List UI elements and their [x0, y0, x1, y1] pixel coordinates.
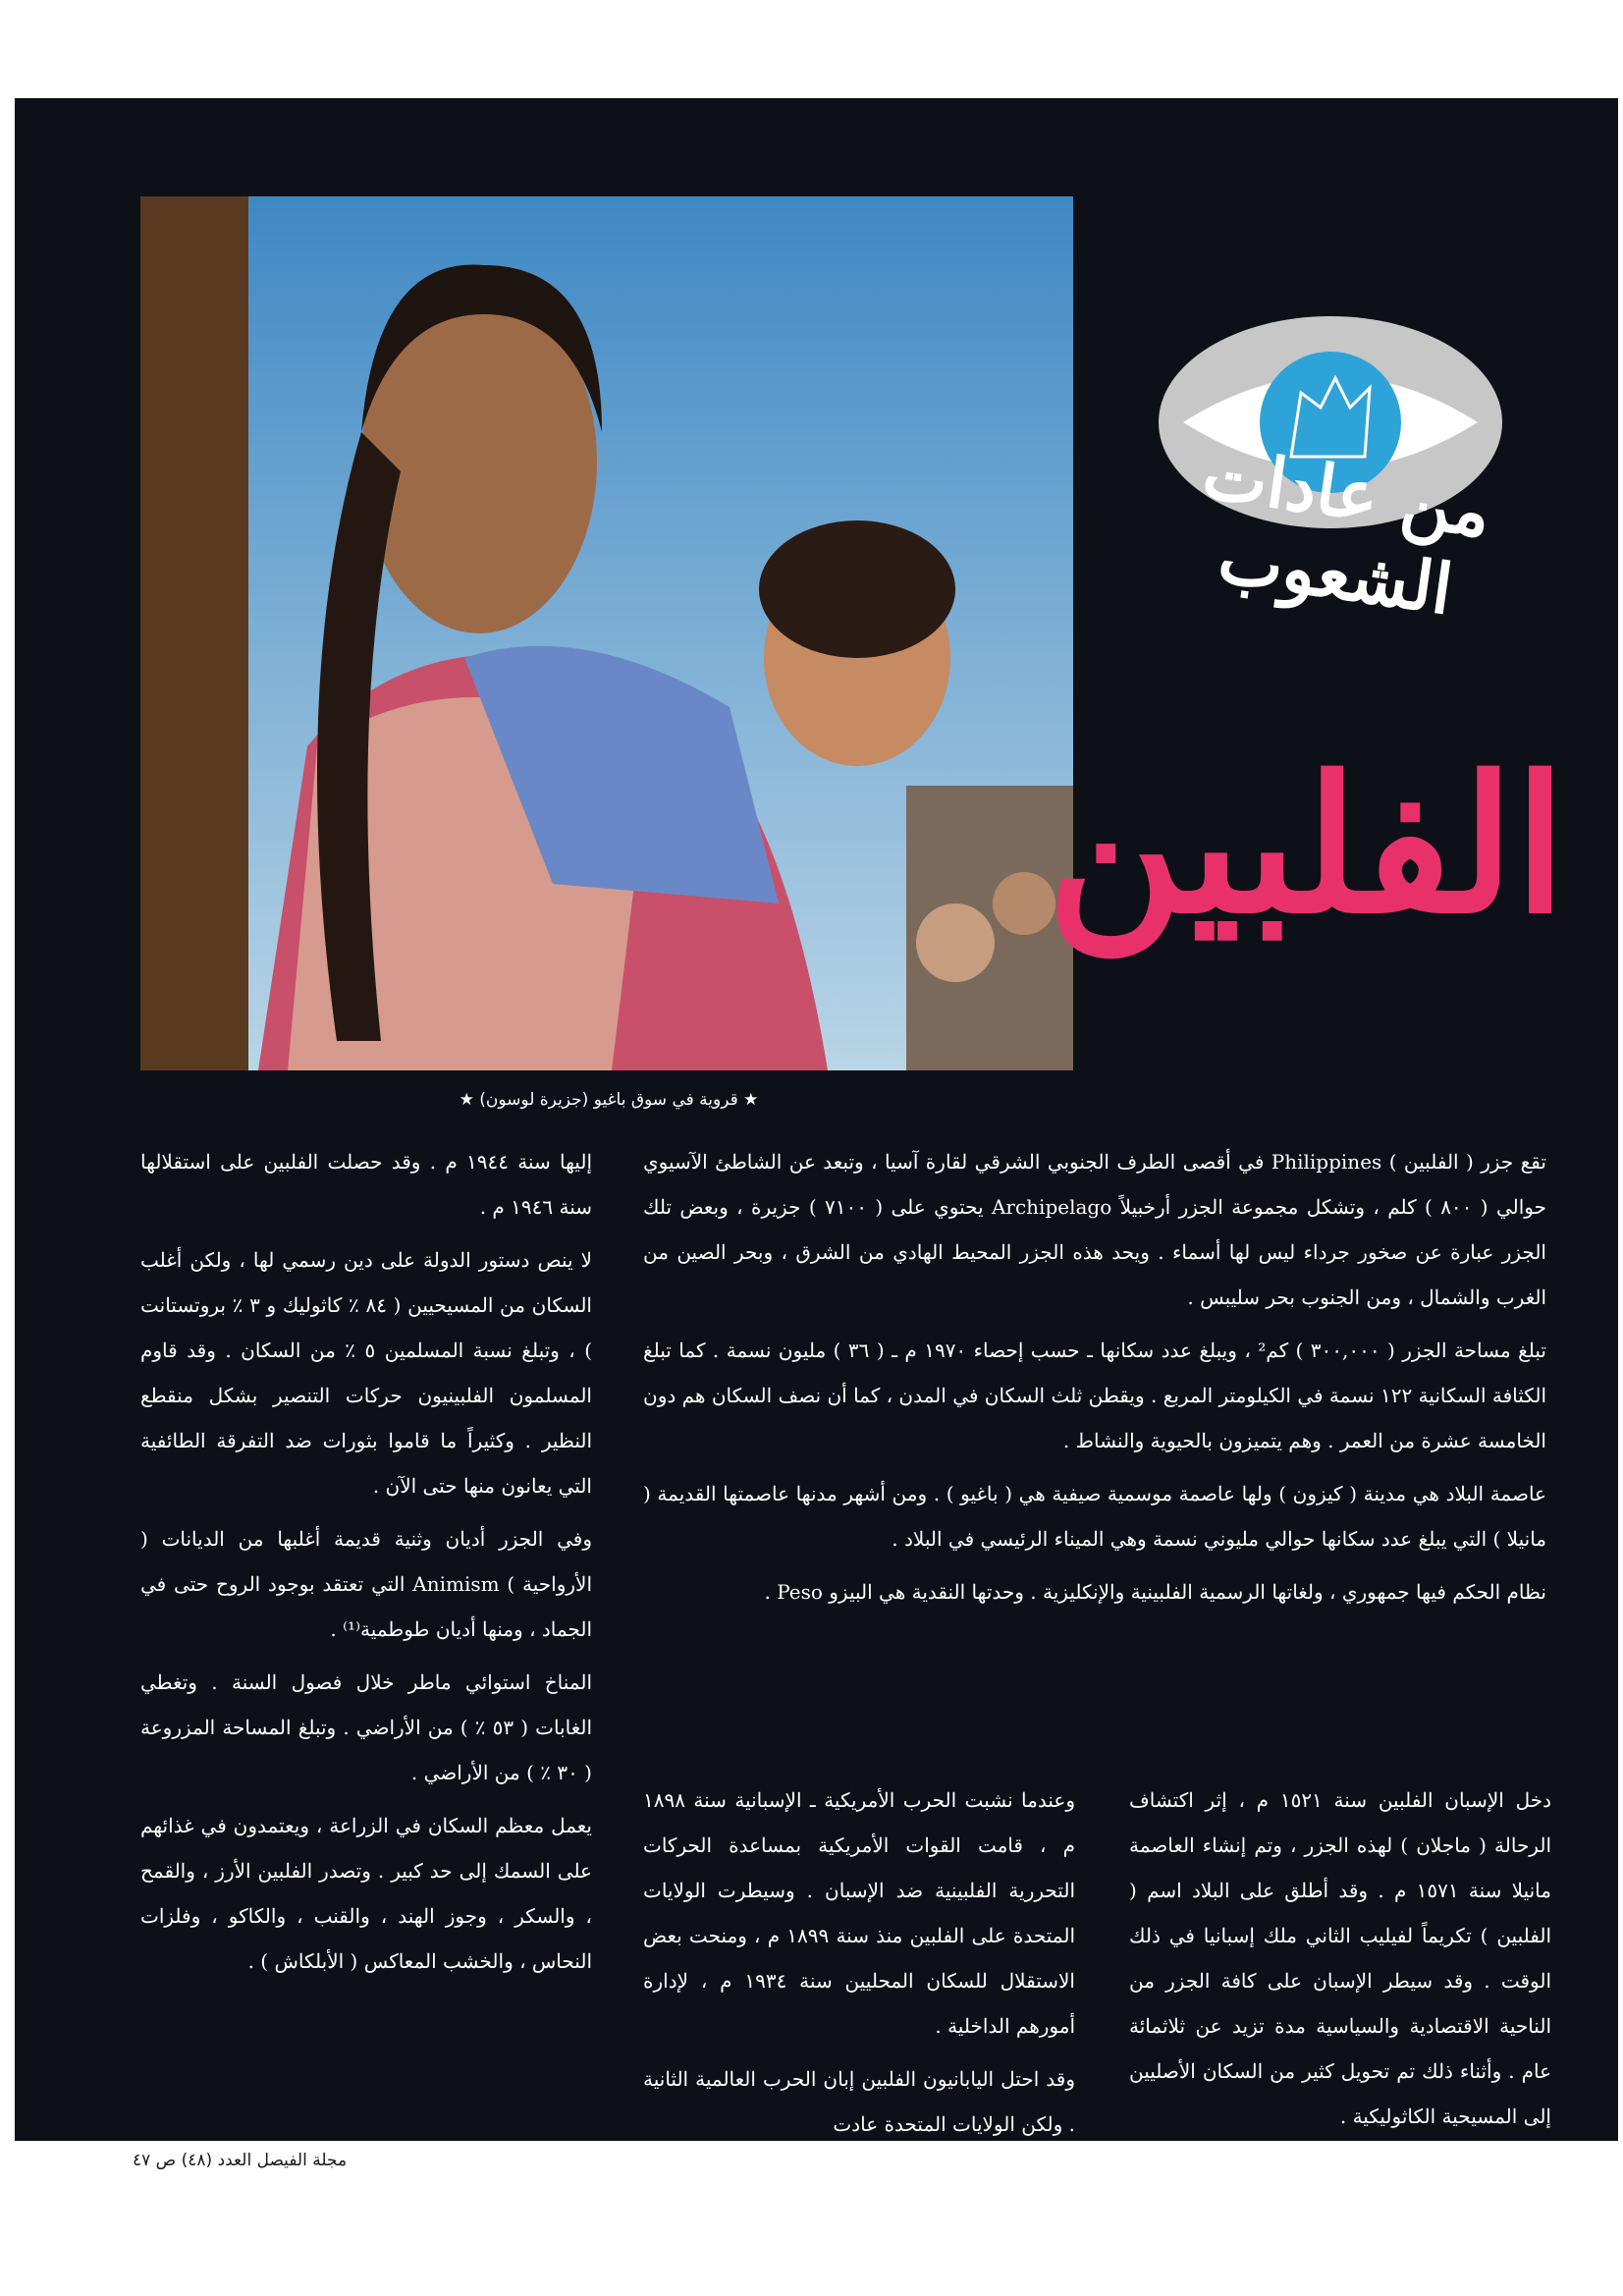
bottom-right-column	[1129, 1777, 1551, 2147]
bottom-right-paragraph: دخل الإسبان الفلبين سنة ١٥٢١ م ، إثر اكتشاف الرحالة ( ماجلان ) لهذه الجزر ، وتم إنشاء العاصمة مانيلا سنة ١٥٧١ م . وقد أطلق على البلاد اسم ( الفلبين ) تكريماً لفيليب الثاني ملك إسبانيا في ذلك الوقت . وقد سيطر الإسبان على كافة الجزر من الناحية الاقتصادية والسياسية مدة تزيد عن ثلاثمائة عام . وأثناء ذلك تم تحويل كثير من السكان الأصليين إلى المسيحية الكاثوليكية .	[1129, 1788, 1551, 2128]
photo-caption: ★ قروية في سوق باغيو (جزيرة لوسون) ★	[459, 1090, 759, 1110]
series-title: من عادات الشعوب	[1198, 432, 1496, 630]
village-woman-photo	[140, 196, 1073, 1070]
left-paragraph: يعمل معظم السكان في الزراعة ، ويعتمدون في غذائهم على السمك إلى حد كبير . وتصدر الفلبين الأرز ، والقمح ، والسكر ، وجوز الهند ، والقنب ، والكاكو ، وفلزات النحاس ، والخشب المعاكس ( الأبلكاش ) .	[140, 1814, 592, 1973]
bottom-mid-paragraph: وقد احتل اليابانيون الفلبين إبان الحرب العالمية الثانية . ولكن الولايات المتحدة عادت	[643, 2067, 1075, 2136]
bottom-mid-column	[643, 1777, 1075, 2155]
page-folio: مجلة الفيصل العدد (٤٨) ص ٤٧	[133, 2151, 348, 2170]
left-paragraph: المناخ استوائي ماطر خلال فصول السنة . وتغطي الغابات ( ٥٣ ٪ ) من الأراضي . وتبلغ المساحة المزروعة ( ٣٠ ٪ ) من الأراضي .	[140, 1670, 593, 1784]
intro-paragraph: تقع جزر ( الفلبين ) Philippines في أقصى الطرف الجنوبي الشرقي لقارة آسيا ، وتبعد عن الشاطئ الآسيوي حوالي ( ٨٠٠ ) كلم ، وتشكل مجموعة الجزر أرخبيلاً Archipelago يحتوي على ( ٧١٠٠ ) جزيرة ، وبعض تلك الجزر عبارة عن صخور جرداء ليس لها أسماء . ويحد هذه الجزر المحيط الهادي من الشرق ، وبحر الصين من الغرب والشمال ، ومن الجنوب بحر سليبس .	[643, 1150, 1546, 1309]
article-title: الفلبين	[1047, 736, 1566, 955]
magazine-page	[15, 98, 1618, 2141]
intro-paragraph: تبلغ مساحة الجزر ( ٣٠٠,٠٠٠ ) كم² ، ويبلغ عدد سكانها ـ حسب إحصاء ١٩٧٠ م ـ ( ٣٦ ) مليون نسمة . كما تبلغ الكثافة السكانية ١٢٢ نسمة في الكيلومتر المربع . ويقطن ثلث السكان في المدن ، كما أن نصف السكان هم دون الخامسة عشرة من العمر . وهم يتميزون بالحيوية والنشاط .	[643, 1339, 1546, 1452]
left-paragraph: وفي الجزر أديان وثنية قديمة أغلبها من الديانات ( الأرواحية ) Animism التي تعتقد بوجود الروح حتى في الجماد ، ومنها أديان طوطمية⁽¹⁾ .	[140, 1527, 592, 1641]
left-column	[140, 1139, 592, 1992]
left-paragraph: لا ينص دستور الدولة على دين رسمي لها ، ولكن أغلب السكان من المسيحيين ( ٨٤ ٪ كاثوليك و ٣ ٪ بروتستانت ) ، وتبلغ نسبة المسلمين ٥ ٪ من السكان . وقد قاوم المسلمون الفلبينيون حركات التنصير بشكل منقطع النظير . وكثيراً ما قاموا بثورات ضد التفرقة الطائفية التي يعانون منها حتى الآن .	[140, 1248, 592, 1498]
left-paragraph: إليها سنة ١٩٤٤ م . وقد حصلت الفلبين على استقلالها سنة ١٩٤٦ م .	[140, 1150, 592, 1219]
intro-paragraph: عاصمة البلاد هي مدينة ( كيزون ) ولها عاصمة موسمية صيفية هي ( باغيو ) . ومن أشهر مدنها عاصمتها القديمة ( مانيلا ) التي يبلغ عدد سكانها حوالي مليوني نسمة وهي الميناء الرئيسي في البلاد .	[643, 1482, 1546, 1551]
intro-column	[643, 1139, 1546, 1622]
intro-paragraph: نظام الحكم فيها جمهوري ، ولغاتها الرسمية الفلبينية والإنكليزية . وحدتها النقدية هي البيزو Peso .	[764, 1580, 1546, 1604]
bottom-mid-paragraph: وعندما نشبت الحرب الأمريكية ـ الإسبانية سنة ١٨٩٨ م ، قامت القوات الأمريكية بمساعدة الحركات التحررية الفلبينية ضد الإسبان . وسيطرت الولايات المتحدة على الفلبين منذ سنة ١٨٩٩ م ، ومنحت بعض الاستقلال للسكان المحليين سنة ١٩٣٤ م ، لإدارة أمورهم الداخلية .	[643, 1788, 1075, 2038]
